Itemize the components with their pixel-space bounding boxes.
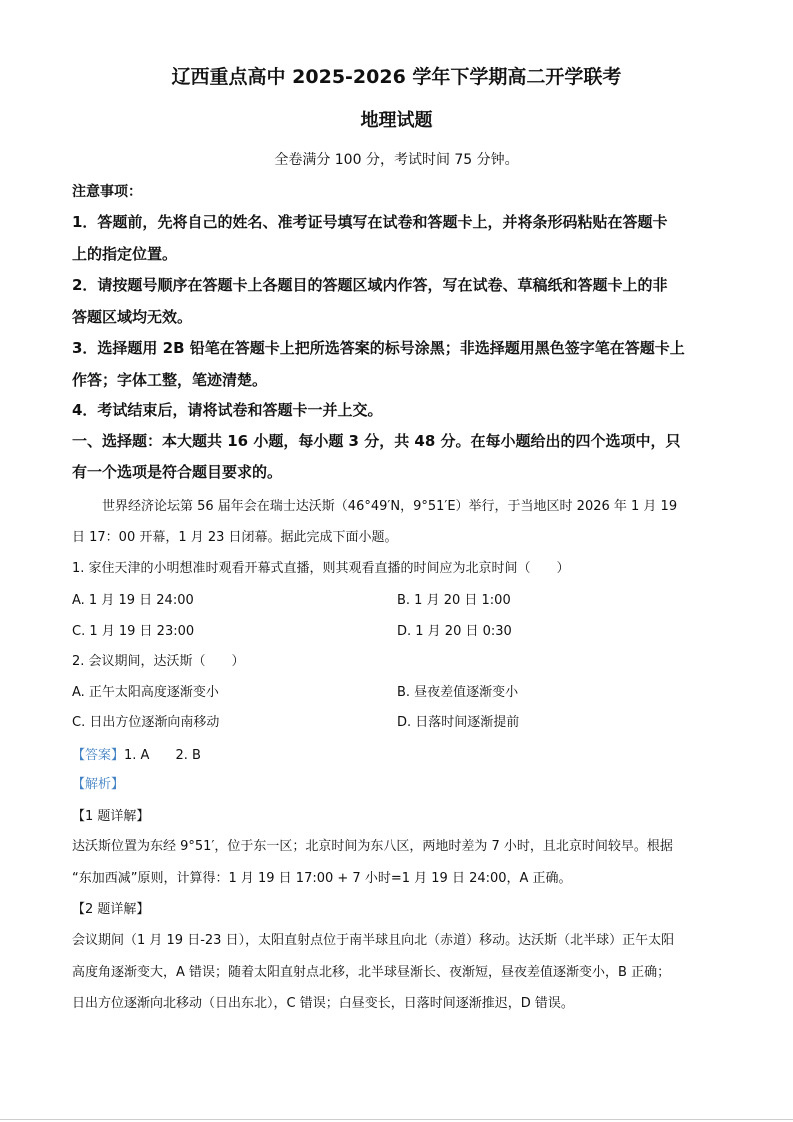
question-2-option-b: B. 昼夜差值逐渐变小 xyxy=(397,685,519,700)
answer-label: 【答案】 xyxy=(72,748,125,763)
q2-analysis-line2: 高度角逐渐变大，A 错误；随着太阳直射点北移，北半球昼渐长、夜渐短，昼夜差值逐渐变小，B 正确； xyxy=(72,965,671,980)
question-1-option-d: D. 1 月 20 日 0:30 xyxy=(397,624,512,639)
question-2-option-d: D. 日落时间逐渐提前 xyxy=(397,715,520,730)
question-1-stem: 1. 家住天津的小明想准时观看开幕式直播，则其观看直播的时间应为北京时间（ ） xyxy=(72,561,570,576)
q1-analysis-line1: 达沃斯位置为东经 9°51′，位于东一区；北京时间为东八区，两地时差为 7 小时，且北京时间较早。根据 xyxy=(72,839,673,854)
q1-analysis-heading: 【1 题详解】 xyxy=(72,809,150,824)
page-bottom-divider xyxy=(0,1119,793,1120)
question-2-stem: 2. 会议期间，达沃斯（ ） xyxy=(72,654,245,669)
notice-heading: 注意事项： xyxy=(72,184,142,200)
question-2-option-c: C. 日出方位逐渐向南移动 xyxy=(72,715,220,730)
notice-item-2-line2: 答题区域均无效。 xyxy=(72,308,193,326)
exam-title: 辽西重点高中 2025-2026 学年下学期高二开学联考 xyxy=(171,66,622,88)
notice-item-1-line1: 1．答题前，先将自己的姓名、准考证号填写在试卷和答题卡上，并将条形码粘贴在答题卡 xyxy=(72,213,668,231)
notice-item-1-line2: 上的指定位置。 xyxy=(72,245,178,263)
score-info: 全卷满分 100 分，考试时间 75 分钟。 xyxy=(274,152,519,168)
q2-analysis-line3: 日出方位逐渐向北移动（日出东北），C 错误；白昼变长，日落时间逐渐推迟，D 错误。 xyxy=(72,996,574,1011)
passage-line1: 世界经济论坛第 56 届年会在瑞士达沃斯（46°49′N，9°51′E）举行，于当地区时 2026 年 1 月 19 xyxy=(102,499,678,514)
section1-line1: 一、选择题：本大题共 16 小题，每小题 3 分，共 48 分。在每小题给出的四个选项中，只 xyxy=(72,432,681,450)
notice-item-4-line1: 4．考试结束后，请将试卷和答题卡一并上交。 xyxy=(72,401,383,419)
notice-item-3-line2: 作答；字体工整，笔迹清楚。 xyxy=(72,371,268,389)
exam-subtitle: 地理试题 xyxy=(360,110,433,131)
notice-item-2-line1: 2．请按题号顺序在答题卡上各题目的答题区域内作答，写在试卷、草稿纸和答题卡上的非 xyxy=(72,276,668,294)
question-1-option-c: C. 1 月 19 日 23:00 xyxy=(72,624,195,639)
section1-line2: 有一个选项是符合题目要求的。 xyxy=(72,463,283,481)
passage-line2: 日 17：00 开幕，1 月 23 日闭幕。据此完成下面小题。 xyxy=(72,530,398,545)
q2-analysis-line1: 会议期间（1 月 19 日-23 日），太阳直射点位于南半球且向北（赤道）移动。达沃斯（北半球）正午太阳 xyxy=(72,933,675,948)
question-1-option-b: B. 1 月 20 日 1:00 xyxy=(397,593,511,608)
question-2-option-a: A. 正午太阳高度逐渐变小 xyxy=(72,685,219,700)
answer-text: 1. A 2. B xyxy=(124,748,201,763)
analysis-label: 【解析】 xyxy=(72,777,125,792)
question-1-option-a: A. 1 月 19 日 24:00 xyxy=(72,593,194,608)
q1-analysis-line2: “东加西减”原则，计算得：1 月 19 日 17:00 + 7 小时=1 月 19 日 24:00，A 正确。 xyxy=(72,871,572,886)
answer-line xyxy=(72,744,201,763)
notice-item-3-line1: 3．选择题用 2B 铅笔在答题卡上把所选答案的标号涂黑；非选择题用黑色签字笔在答题卡上 xyxy=(72,339,685,357)
q2-analysis-heading: 【2 题详解】 xyxy=(72,902,150,917)
